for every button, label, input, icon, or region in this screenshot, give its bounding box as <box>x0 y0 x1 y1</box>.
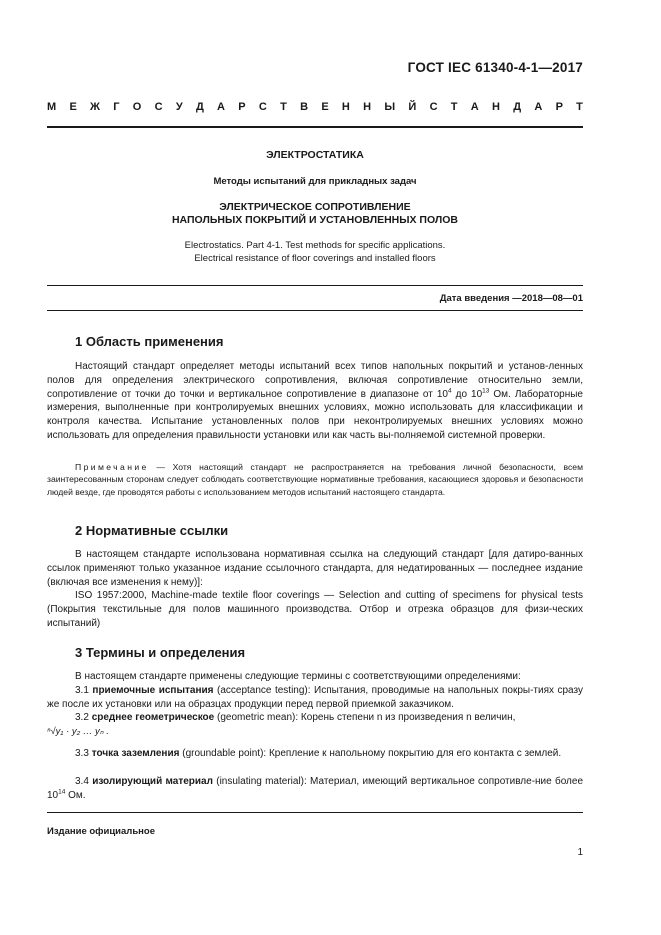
banner-letter: О <box>132 101 142 113</box>
english-title-line: Electrical resistance of floor coverings and installed floors <box>194 253 436 264</box>
banner-letter: С <box>429 101 438 113</box>
banner-letter: С <box>258 101 267 113</box>
term-3-1 <box>47 684 583 712</box>
divider <box>47 285 583 286</box>
term-definition: (geometric mean): Корень степени n из произведения n величин, <box>214 712 516 723</box>
term-definition: (insulating material): Материал, имеющий вертикальное сопротивле-ние более 10 <box>47 776 583 801</box>
section-heading-terms: 3 Термины и определения <box>75 645 246 660</box>
term-number: 3.2 <box>75 712 92 723</box>
page-number: 1 <box>577 847 583 858</box>
reference-iso-1957: ISO 1957:2000, Machine-made textile floor coverings — Selection and cutting of specimens for physical tests (Покрытия текстильные для полов машинного производства. Отбор и отрезка образцов для физи-ческих испытаний) <box>47 590 583 629</box>
text-run: Настоящий стандарт определяет методы испытаний всех типов напольных покрытий и установ-ленных полов для определения электрического сопротивления, включая сопротивление относительно земли, сопротивление от точки до точки и вертикальное сопротивление в диапазоне от 10 <box>47 361 583 400</box>
banner-letter: Е <box>321 101 329 113</box>
interstate-standard-banner <box>47 101 583 113</box>
banner-letter: Е <box>69 101 77 113</box>
term-3-4 <box>47 775 583 803</box>
banner-letter: Д <box>195 101 204 113</box>
scope-note <box>47 461 583 498</box>
terms-intro: В настоящем стандарте применены следующие термины с соответствующими определениями: <box>75 671 521 682</box>
section-heading-scope: 1 Область применения <box>75 334 224 349</box>
term-number: 3.3 <box>75 748 92 759</box>
footer-rule <box>47 812 583 813</box>
banner-letter: Н <box>363 101 372 113</box>
term-name: изолирующий материал <box>92 776 213 787</box>
term-3-2 <box>47 711 583 725</box>
header-rule <box>47 126 583 128</box>
official-edition: Издание официальное <box>47 826 155 837</box>
banner-letter: Й <box>408 101 417 113</box>
banner-letter: У <box>175 101 183 113</box>
term-number: 3.4 <box>75 776 93 787</box>
document-number: ГОСТ IEC 61340-4-1—2017 <box>407 60 583 75</box>
term-name: приемочные испытания <box>92 685 214 696</box>
subtitle: Методы испытаний для прикладных задач <box>213 176 417 187</box>
banner-letter: В <box>300 101 309 113</box>
text-run: Ом. Лабораторные измерения, выполненные при контролируемых внешних условиях, можно использовать для классификации и контроля качества. Испытание установленных полов при неконтролируемых внешних условиях можно использовать для определения правильности установки или как часть вы-полняемой системной проверки. <box>47 388 583 441</box>
banner-letter: А <box>534 101 543 113</box>
english-title <box>47 239 583 265</box>
banner-letter: Р <box>555 101 563 113</box>
term-number: 3.1 <box>75 685 93 696</box>
banner-letter: А <box>217 101 225 113</box>
title-line: НАПОЛЬНЫХ ПОКРЫТИЙ И УСТАНОВЛЕННЫХ ПОЛОВ <box>171 214 459 226</box>
references-paragraph: В настоящем стандарте использована нормативная ссылка на следующий стандарт [для датиро-ванных ссылок применяют только указанное издание ссылочного стандарта, для недатированных — последнее издание (включая все изменения к нему)]: <box>47 549 583 588</box>
banner-letter: Р <box>238 101 246 113</box>
banner-letter: Т <box>576 101 583 113</box>
banner-letter: Ж <box>90 101 100 113</box>
banner-letter: М <box>47 101 57 113</box>
main-title: ЭЛЕКТРОСТАТИКА <box>266 149 364 161</box>
term-name: точка заземления <box>91 748 180 759</box>
banner-letter: Н <box>492 101 500 113</box>
banner-letter: А <box>470 101 479 113</box>
note-label: Примечание <box>75 462 149 472</box>
exponent: 13 <box>482 387 490 395</box>
banner-letter: С <box>154 101 163 113</box>
banner-letter: Н <box>341 101 350 113</box>
document-title <box>47 201 583 227</box>
document-page <box>47 0 583 935</box>
divider <box>47 310 583 311</box>
geometric-mean-formula: ⁿ√y₁ · y₂ … yₙ . <box>47 726 109 737</box>
banner-letter: Г <box>113 101 120 113</box>
note-text: — Хотя настоящий стандарт не распространяется на требования личной безопасности, всем заинтересованным сторонам следует соблюдать соответствующие нормативные требования, касающиеся здоровья и безопасности людей везде, где проводятся работы с использованием методов испытаний настоящего стандарта. <box>47 462 583 497</box>
text-run: Ом. <box>65 789 86 801</box>
section-heading-normative-references: 2 Нормативные ссылки <box>75 523 229 538</box>
exponent: 4 <box>447 387 452 395</box>
banner-letter: Т <box>450 101 458 113</box>
term-definition: (groundable point): Крепление к напольному покрытию для его контакта с землей. <box>179 748 562 759</box>
exponent: 14 <box>58 788 66 796</box>
english-title-line: Electrostatics. Part 4-1. Test methods for specific applications. <box>184 240 446 251</box>
title-line: ЭЛЕКТРИЧЕСКОЕ СОПРОТИВЛЕНИЕ <box>219 201 411 213</box>
term-name: среднее геометрическое <box>91 712 215 723</box>
banner-letter: Т <box>280 101 287 113</box>
text-run: до 10 <box>451 388 483 400</box>
term-definition: (acceptance testing): Испытания, проводимые на напольных покры-тиях сразу же после их установки или на образцах продукции перед первой приемкой заказчиком. <box>47 685 583 710</box>
banner-letter: Д <box>513 101 522 113</box>
banner-letter: Ы <box>384 101 396 113</box>
term-3-3 <box>47 747 583 761</box>
scope-paragraph <box>47 360 583 443</box>
introduction-date: Дата введения —2018—08—01 <box>439 293 583 304</box>
